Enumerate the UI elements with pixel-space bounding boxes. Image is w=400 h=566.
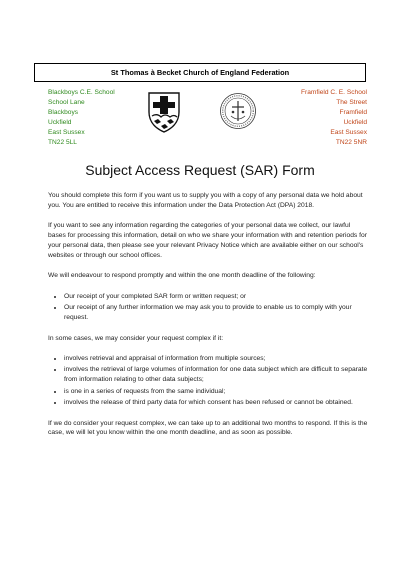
list-item: • Our receipt of your completed SAR form or written request; or [64, 292, 368, 302]
blackboys-crest-logo [146, 90, 182, 134]
privacy-paragraph: If you want to see any information regarding the categories of your personal data we collect, our lawful bases for processing this information, detail on who we share your information with and retention periods for your personal data, then please see your relevant Privacy Notice which are available either on our school's websites or through our school offices. [48, 222, 367, 260]
framfield-address [301, 88, 367, 149]
list-item: • Our receipt of any further information we may ask you to provide to enable us to comply with your request. [64, 303, 368, 323]
intro-paragraph: You should complete this form if you want us to supply you with a copy of any personal data we hold about you. You are entitled to receive this information under the Data Protection Act (DPA) 2018. [48, 192, 363, 209]
list-item: • is one in a series of requests from the same individual; [64, 387, 368, 397]
address-line: Blackboys [48, 109, 79, 117]
address-line: Uckfield [48, 119, 72, 127]
form-body [48, 191, 368, 449]
blackboys-address [48, 88, 115, 149]
address-line: East Sussex [330, 129, 367, 137]
form-title: Subject Access Request (SAR) Form [85, 162, 315, 178]
framfield-seal-logo [219, 92, 257, 130]
address-line: The Street [336, 99, 367, 107]
extension-paragraph: If we do consider your request complex, we can take up to an additional two months to respond. If this is the case, we will let you know within the one month deadline, and as soon as possible. [48, 419, 368, 437]
list-item: • involves retrieval and appraisal of information from multiple sources; [64, 354, 368, 364]
list-item: • involves the retrieval of large volumes of information for one data subject which are difficult to separate from information relating to other data subjects; [64, 365, 368, 385]
deadline-paragraph: We will endeavour to respond promptly and within the one month deadline of the following: [48, 272, 316, 280]
complex-list [48, 354, 368, 408]
complex-paragraph: In some cases, we may consider your request complex if it: [48, 334, 224, 342]
address-line: TN22 5LL [48, 139, 77, 147]
deadline-list [48, 292, 368, 323]
address-line: Uckfield [343, 119, 367, 127]
federation-header [34, 63, 366, 82]
federation-name: St Thomas à Becket Church of England Federation [110, 68, 290, 77]
address-line: East Sussex [48, 129, 85, 137]
list-item: • involves the release of third party data for which consent has been refused or cannot be obtained. [64, 398, 368, 408]
address-line: TN22 5NR [335, 139, 367, 147]
address-line: Framfield [339, 109, 367, 117]
address-line: Framfield C. E. School [301, 89, 367, 96]
address-line: Blackboys C.E. School [48, 89, 115, 96]
address-line: School Lane [48, 99, 85, 107]
